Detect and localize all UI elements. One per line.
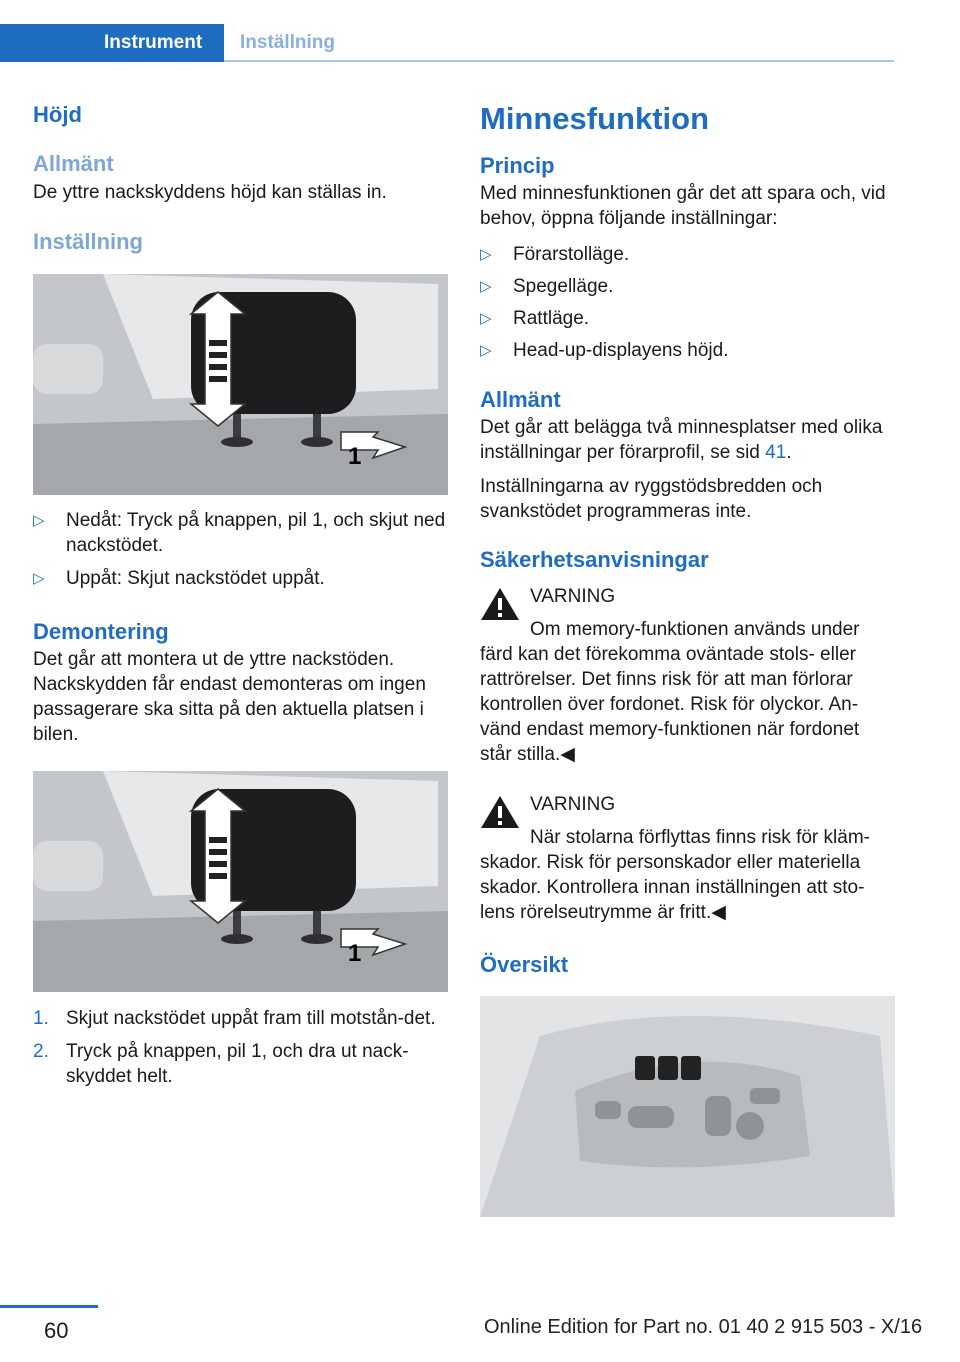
heading-allmant-right: Allmänt <box>480 387 561 412</box>
warning-text: skador. Risk för personskador eller materiella skador. Kontrollera innan inställningen att sto‐lens rörelseutrymme är fritt.◀ <box>480 852 865 923</box>
triangle-bullet-icon: ▷ <box>33 512 45 529</box>
warning-title: VARNING <box>530 794 616 815</box>
right-column <box>480 95 895 1217</box>
list-item <box>33 1039 448 1089</box>
triangle-bullet-icon: ▷ <box>480 310 492 327</box>
warning-block-1 <box>480 584 895 767</box>
seat-controls-photo <box>480 996 895 1217</box>
headrest-photo-2 <box>33 771 448 992</box>
paragraph-princip: Med minnesfunktionen går det att spara och, vid behov, öppna följande inställningar: <box>480 183 886 229</box>
heading-sakerhetsanvisningar: Säkerhetsanvisningar <box>480 547 709 572</box>
warning-triangle-icon <box>480 794 520 830</box>
memory-bullet-list <box>480 242 895 363</box>
edition-footer: Online Edition for Part no. 01 40 2 915 503 - X/16 <box>484 1316 923 1338</box>
step-number: 2. <box>33 1041 49 1062</box>
heading-oversikt: Översikt <box>480 952 569 977</box>
step-text: Skjut nackstödet uppåt fram till motstån‐det. <box>66 1008 436 1029</box>
bullet-text: Spegelläge. <box>513 276 614 297</box>
heading-minnesfunktion: Minnesfunktion <box>480 101 710 136</box>
warning-title: VARNING <box>530 586 616 607</box>
bullet-text: Head-up-displayens höjd. <box>513 340 729 361</box>
list-item <box>480 242 895 267</box>
warning-triangle-icon <box>480 586 520 622</box>
headrest-illustration <box>33 771 448 992</box>
warning-block-2 <box>480 792 895 925</box>
paragraph-demontering: Det går att montera ut de yttre nackstöden. Nackskydden får endast demonteras om ingen passagerare ska sitta på den aktuella platsen i bilen. <box>33 649 426 745</box>
triangle-bullet-icon: ▷ <box>480 246 492 263</box>
headrest-illustration <box>33 274 448 495</box>
adjust-bullet-list <box>33 508 448 591</box>
warning-first-line: När stolarna förflyttas finns risk för kläm‐ <box>530 827 870 848</box>
page-link[interactable]: 41 <box>765 442 787 463</box>
list-item <box>33 566 448 591</box>
list-item <box>480 306 895 331</box>
step-text: Tryck på knappen, pil 1, och dra ut nack‐skyddet helt. <box>66 1041 409 1087</box>
tab-installning[interactable]: Inställning <box>224 24 894 62</box>
list-item <box>33 508 448 558</box>
heading-princip: Princip <box>480 153 555 178</box>
left-column <box>33 95 448 1089</box>
heading-allmant: Allmänt <box>33 151 114 176</box>
paragraph-allmant-1: Det går att belägga två minnesplatser med olika inställningar per förarprofil, se sid 41. <box>480 417 883 463</box>
remove-step-list <box>33 1006 448 1089</box>
list-item <box>480 338 895 363</box>
bullet-text: Förarstolläge. <box>513 244 630 265</box>
tab-instrument[interactable]: Instrument <box>0 24 224 62</box>
warning-first-line: Om memory-funktionen används under <box>530 619 860 640</box>
bullet-text: Nedåt: Tryck på knappen, pil 1, och skjut ned nackstödet. <box>66 510 446 556</box>
headrest-photo-1 <box>33 274 448 495</box>
triangle-bullet-icon: ▷ <box>480 278 492 295</box>
warning-text: färd kan det förekomma oväntade stols- eller rattrörelser. Det finns risk för att man förlorar kontrollen över fordonet. Risk för olyckor. An‐vänd endast memory-funktionen när fordonet står stilla.◀ <box>480 644 860 765</box>
list-item <box>480 274 895 299</box>
bullet-text: Rattläge. <box>513 308 590 329</box>
paragraph-allmant-2: Inställningarna av ryggstödsbredden och svankstödet programmeras inte. <box>480 476 823 522</box>
seat-controls-illustration <box>480 996 895 1217</box>
callout-number: 1 <box>348 940 362 967</box>
step-number: 1. <box>33 1008 49 1029</box>
bullet-text: Uppåt: Skjut nackstödet uppåt. <box>66 568 325 589</box>
heading-installning: Inställning <box>33 229 143 254</box>
footer-accent-line <box>0 1305 98 1308</box>
paragraph-allmant: De yttre nackskyddens höjd kan ställas in. <box>33 182 387 203</box>
header-bar <box>0 0 960 64</box>
heading-demontering: Demontering <box>33 619 169 644</box>
list-item <box>33 1006 448 1031</box>
heading-hojd: Höjd <box>33 102 82 127</box>
triangle-bullet-icon: ▷ <box>33 570 45 587</box>
callout-number: 1 <box>348 443 362 470</box>
page-number: 60 <box>44 1318 69 1343</box>
triangle-bullet-icon: ▷ <box>480 342 492 359</box>
